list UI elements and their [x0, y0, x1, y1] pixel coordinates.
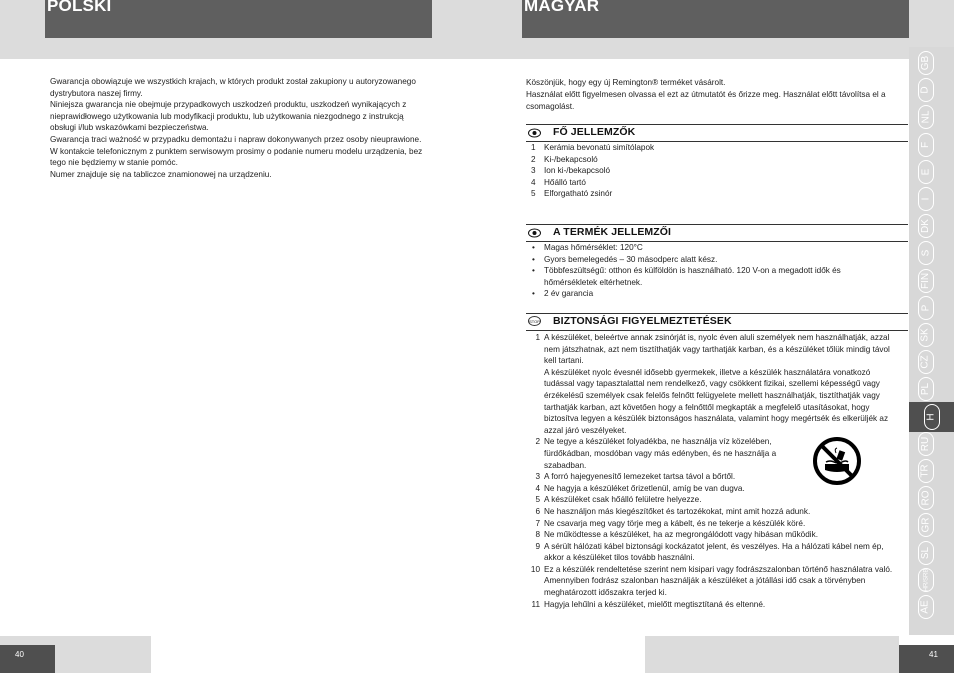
tab-label: F	[919, 141, 931, 148]
list-item: • Magas hőmérséklet: 120°C	[532, 243, 643, 252]
warranty-text	[50, 76, 430, 180]
list-item: 10 Ez a készülék rendeltetése szerint nem kisipari vagy fodrászszalonban történő használatra való. Amennyiben fodrász szalonban használják a készüléket a jótállási idő csak a törvényben meghatározott időszakra terjed ki.	[530, 564, 893, 598]
list-item: 5 Elforgatható zsinór	[531, 189, 613, 199]
tab-f[interactable]	[918, 133, 934, 157]
tab-e[interactable]	[918, 160, 934, 184]
tab-ae[interactable]	[918, 595, 934, 619]
tab-label: SK	[920, 328, 931, 342]
list-item: 4 Ne hagyja a készüléket őrizetlenül, amíg be van dugva.	[535, 483, 745, 493]
eye-icon	[528, 128, 541, 138]
tab-nl[interactable]	[918, 105, 934, 129]
paragraph: Használat előtt figyelmesen olvassa el ezt az útmutatót és őrizze meg. Használat előtt távolítsa el a csomagolást.	[526, 89, 886, 111]
tab-label: PL	[919, 383, 931, 396]
page-number: 40	[0, 645, 55, 673]
section-header-polski	[45, 0, 432, 38]
tab-gb[interactable]	[918, 51, 934, 75]
features-heading	[526, 124, 908, 142]
paragraph: Gwarancja obowiązuje we wszystkich krajach, w których produkt został zakupiony u autoryzowanego dystrybutora naszej firmy.	[50, 77, 416, 98]
tab-sk[interactable]	[918, 323, 934, 347]
list-item: 9 A sérült hálózati kábel biztonsági kockázatot jelent, és veszélyes. Ha a hálózati kábel nem ép, akkor a készüléket tilos tovább használni.	[535, 541, 884, 563]
tab-gr[interactable]	[918, 513, 934, 537]
tab-label: E	[919, 168, 931, 176]
tab-label: GB	[920, 55, 932, 71]
paragraph: Gwarancja traci ważność w przypadku demontażu i napraw dokonywanych przez osoby nieuprawione.	[50, 134, 422, 144]
list-item: 5 A készüléket csak hőálló felületre helyezze.	[535, 495, 702, 505]
tab-i[interactable]	[918, 187, 934, 211]
tab-ro[interactable]	[918, 486, 934, 510]
tab-label: H	[925, 412, 937, 421]
section-title: A TERMÉK JELLEMZŐI	[553, 226, 672, 238]
list-item: 1 A készüléket, beleértve annak zsinórját is, nyolc éven aluli személyek nem használhatják, azzal nem játszhatnak, azt nem tisztíthatják vagy tarthatják karban, és a készüléket tőlük mindig távol kell tartani.	[535, 333, 890, 366]
features-list	[526, 142, 896, 200]
tab-d[interactable]	[918, 78, 934, 102]
section-header-magyar	[522, 0, 909, 38]
page-number: 41	[899, 645, 954, 673]
tab-ru[interactable]	[918, 432, 934, 456]
list-item: 1 Kerámia bevonatú simítólapok	[531, 143, 655, 152]
tab-tr[interactable]	[918, 459, 934, 483]
paragraph: Numer znajduje się na tabliczce znamionowej na urządzeniu.	[50, 169, 272, 179]
header-title: POLSKI	[47, 0, 112, 15]
paragraph: Niniejsza gwarancja nie obejmuje przypadkowych uszkodzeń produktu, uszkodzeń wynikających z nieprawidłowego użytkowania lub modyfikacji produktu, lub użytkowania niezgodnego z instrukcją obsługi i/lub wskazówkami bezpieczeństwa.	[50, 100, 407, 133]
stop-icon: STOP	[528, 316, 541, 326]
tab-pl[interactable]	[918, 377, 934, 401]
list-item: 4 Hőálló tartó	[531, 177, 586, 187]
list-item: • Többfeszültségű: otthon és külföldön is használható. 120 V-on a megadott idők és hőmérsékletek eltérhetnek.	[532, 266, 841, 287]
tab-label: RO	[920, 490, 931, 506]
list-item: A készüléket nyolc évesnél idősebb gyermekek, illetve a készülék használatára vonatkozó tudással vagy tapasztalattal nem rendelkező, vagy csökkent fizikai, szellemi képességű vagy érzékelésű személyek csak felelős felnőtt felügyelete mellett használhatják, tisztíthatják vagy tarthatják karban, azt követően hogy a felnőttől megkapták a megfelelő utasításokat, hogy biztosítva legyen a készülék biztonságos használata, valamint hogy megértsék és elkerüljék az azzal járó veszélyeket.	[544, 367, 889, 435]
product-features-heading	[526, 224, 908, 242]
list-item: 11 Hagyja lehűlni a készüléket, mielőtt megtisztítaná és eltenné.	[531, 599, 766, 609]
intro-text	[526, 77, 896, 112]
section-title: BIZTONSÁGI FIGYELMEZTETÉSEK	[553, 315, 732, 327]
tab-label: GR	[920, 517, 931, 533]
paragraph: W kontakcie telefonicznym z punktem serwisowym prosimy o podanie numeru modelu urządzenia, bez tego nie będziemy w stanie pomóc.	[50, 146, 423, 168]
language-tabs	[909, 47, 954, 635]
tab-label: HR/SRB	[923, 568, 930, 592]
eye-icon	[528, 228, 541, 238]
tab-dk[interactable]	[918, 214, 934, 238]
list-item: 8 Ne működtesse a készüléket, ha az megrongálódott vagy hibásan működik.	[535, 530, 818, 540]
tab-cz[interactable]	[918, 350, 934, 374]
list-item: 6 Ne használjon más kiegészítőket és tartozékokat, mint amit hozzá adunk.	[535, 506, 811, 516]
footer-band	[645, 636, 899, 673]
tab-h[interactable]	[909, 402, 954, 432]
list-item: • 2 év garancia	[532, 289, 594, 299]
list-item: 7 Ne csavarja meg vagy törje meg a kábelt, és ne tekerje a készülék köré.	[535, 518, 806, 528]
list-item: 3 Ion ki-/bekapcsoló	[531, 166, 610, 176]
tab-label: TR	[920, 464, 931, 478]
tab-label: FIN	[920, 272, 932, 289]
tab-label: CZ	[920, 355, 931, 369]
tab-label: I	[920, 197, 931, 201]
tab-label: S	[919, 250, 931, 257]
tab-s[interactable]	[918, 241, 934, 265]
header-title: MAGYAR	[524, 0, 600, 15]
list-item: 2 Ne tegye a készüléket folyadékba, ne használja víz közelében, fürdőkádban, mosdóban vagy más edényben, és ne használja a szabadban.	[535, 437, 777, 470]
tab-label: AE	[920, 600, 931, 614]
section-title: FŐ JELLEMZŐK	[553, 126, 636, 138]
tab-fin[interactable]	[918, 269, 934, 293]
tab-hrsrb[interactable]	[918, 568, 934, 592]
tab-p[interactable]	[918, 296, 934, 320]
tab-label: SL	[919, 546, 931, 559]
tab-label: DK	[920, 219, 931, 234]
tab-sl[interactable]	[918, 541, 934, 565]
paragraph: Köszönjük, hogy egy új Remington® terméket vásárolt.	[526, 78, 726, 87]
safety-heading	[526, 313, 908, 331]
tab-label: D	[919, 86, 931, 94]
no-water-warning-icon	[812, 436, 862, 486]
list-item: 3 A forró hajegyenesítő lemezeket tartsa távol a bőrtől.	[535, 472, 736, 482]
list-item: 2 Ki-/bekapcsoló	[531, 154, 598, 164]
tab-label: NL	[919, 110, 931, 124]
list-item: • Gyors bemelegedés – 30 másodperc alatt kész.	[532, 254, 718, 264]
tab-label: RU	[920, 436, 932, 452]
product-features-list	[526, 242, 896, 300]
tab-label: P	[919, 304, 931, 312]
